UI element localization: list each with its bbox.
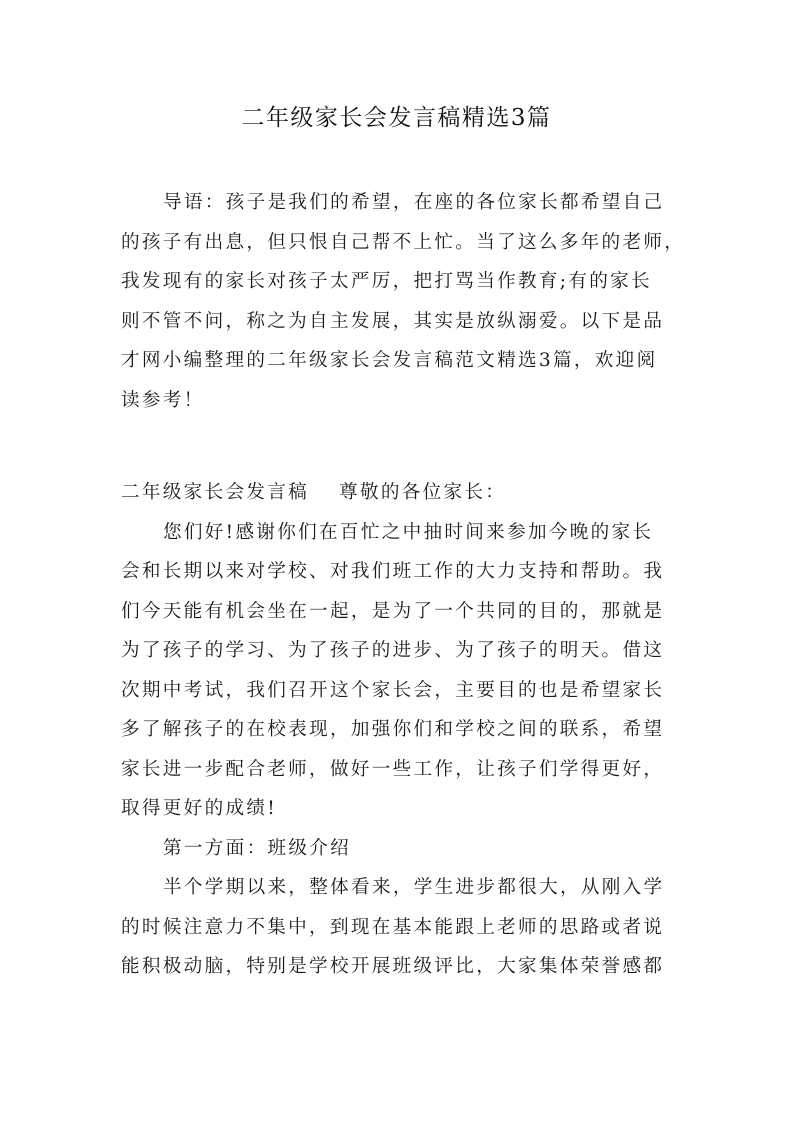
paragraph-line: 家长进一步配合老师，做好一些工作，让孩子们学得更好， (121, 758, 665, 780)
paragraph-line: 次期中考试，我们召开这个家长会，主要目的也是希望家长 (121, 679, 665, 701)
paragraph-line: 取得更好的成绩! (121, 798, 278, 819)
salutation: 尊敬的各位家长： (339, 482, 507, 503)
paragraph-line: 的时候注意力不集中，到现在基本能跟上老师的思路或者说 (121, 916, 665, 938)
paragraph-line: 能积极动脑，特别是学校开展班级评比，大家集体荣誉感都 (121, 956, 665, 977)
intro-line: 的孩子有出息，但只恨自己帮不上忙。当了这么多年的老师， (121, 231, 686, 253)
paragraph-line: 您们好!感谢你们在百忙之中抽时间来参加今晚的家长 (163, 521, 654, 543)
speech-section (121, 473, 674, 987)
intro-paragraph (121, 183, 686, 420)
intro-line: 则不管不问，称之为自主发展，其实是放纵溺爱。以下是品 (121, 310, 665, 332)
section-heading-line (121, 473, 674, 513)
intro-line: 导语：孩子是我们的希望，在座的各位家长都希望自己 (163, 192, 665, 213)
paragraph-line: 半个学期以来，整体看来，学生进步都很大，从刚入学 (163, 877, 665, 898)
paragraph-line: 会和长期以来对学校、对我们班工作的大力支持和帮助。我 (121, 561, 665, 582)
section-heading: 二年级家长会发言稿 (121, 482, 310, 503)
intro-line: 我发现有的家长对孩子太严厉，把打骂当作教育;有的家长 (121, 271, 652, 292)
intro-line: 读参考！ (121, 389, 205, 411)
document-title: 二年级家长会发言稿精选3篇 (241, 105, 552, 131)
paragraph-line: 为了孩子的学习、为了孩子的进步、为了孩子的明天。借这 (121, 640, 665, 661)
paragraph-line: 们今天能有机会坐在一起，是为了一个共同的目的，那就是 (121, 600, 665, 622)
subheading: 第一方面：班级介绍 (163, 837, 352, 859)
intro-line: 才网小编整理的二年级家长会发言稿范文精选3篇，欢迎阅 (121, 350, 658, 371)
paragraph-line: 多了解孩子的在校表现，加强你们和学校之间的联系，希望 (121, 719, 665, 740)
